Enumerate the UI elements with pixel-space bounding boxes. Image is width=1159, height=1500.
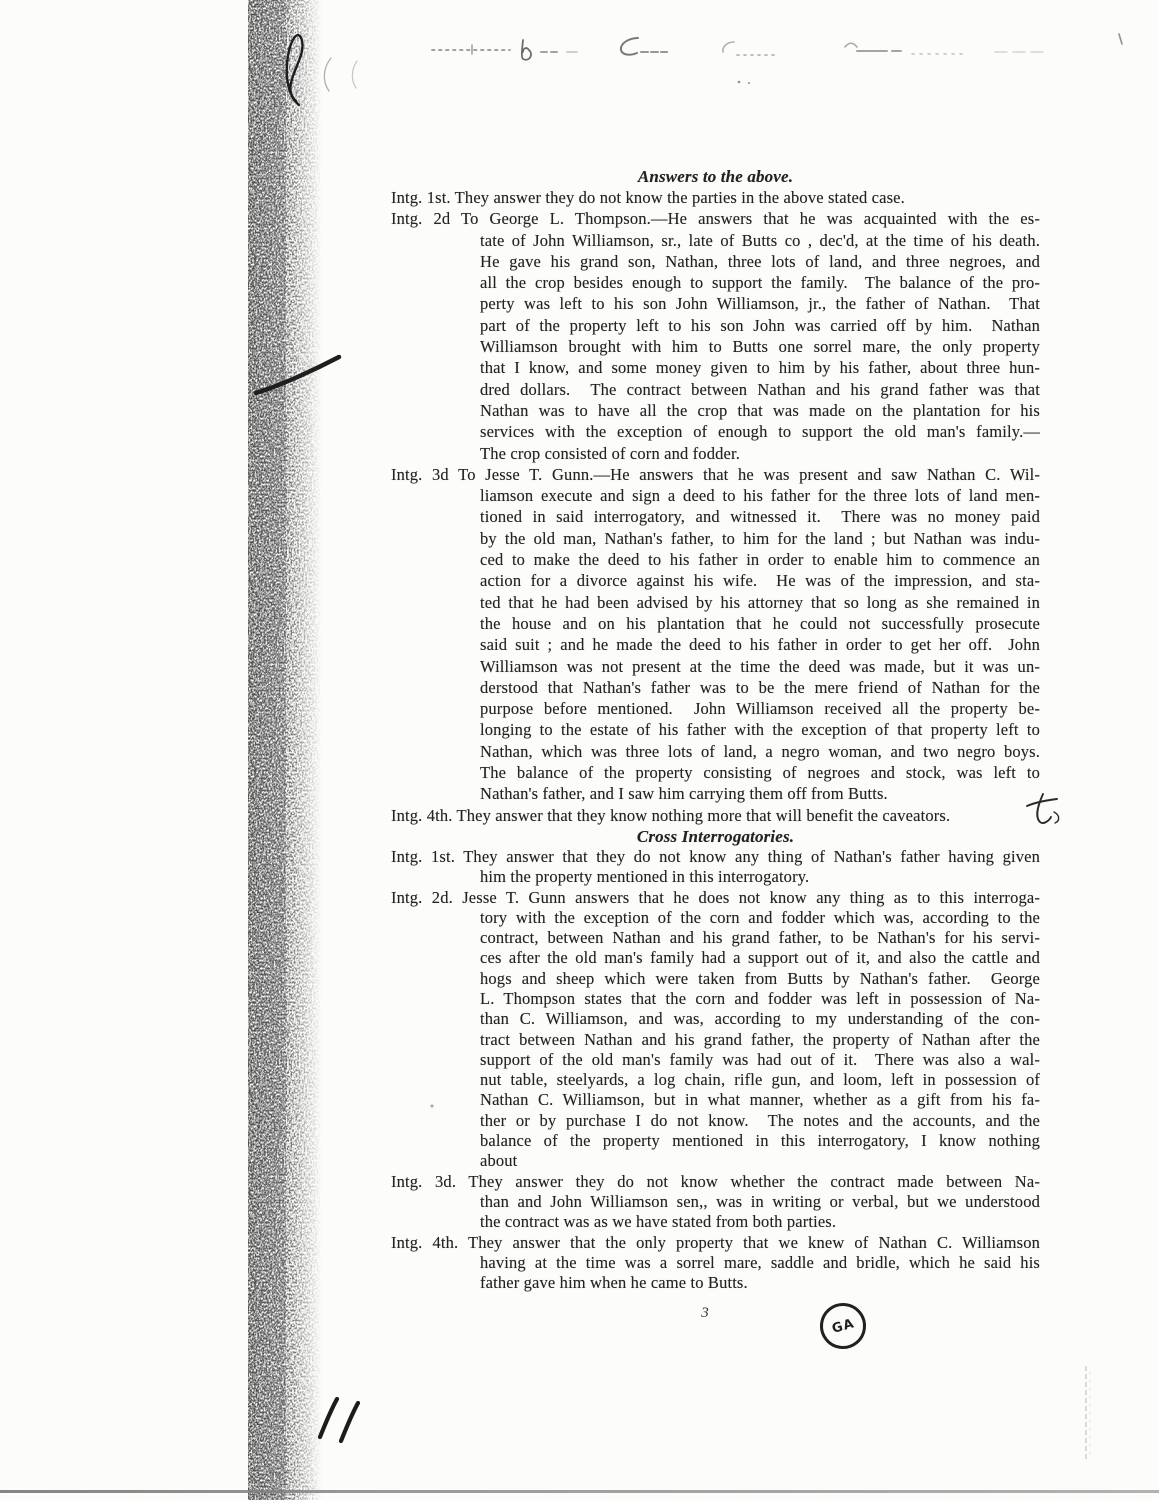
text-line: ces after the old man's family had a support out of it, and also the cattle and <box>480 948 1040 968</box>
text-line: the house and on his plantation that he could not successfully prosecute <box>480 613 1040 633</box>
text-line: Intg. 2d To George L. Thompson.—He answers that he was acquainted with the es- <box>391 209 1040 229</box>
text-line: Intg. 2d. Jesse T. Gunn answers that he does not know any thing as to this interroga- <box>391 887 1040 907</box>
text-line: ced to make the deed to his father in order to enable him to commence an <box>480 550 1040 570</box>
text-line: longing to the estate of his father with the exception of that property left to <box>480 720 1040 740</box>
text-line: ther or by purchase I do not know. The notes and the accounts, and the <box>480 1110 1040 1130</box>
text-line: He gave his grand son, Nathan, three lots of land, and three negroes, and <box>480 251 1040 271</box>
pen-squiggle-topleft <box>287 35 357 105</box>
printed-text-block <box>391 166 1040 1293</box>
text-line: balance of the property mentioned in this interrogatory, I know nothing <box>480 1131 1040 1151</box>
text-line: ted that he had been advised by his attorney that so long as she remained in <box>480 592 1040 612</box>
text-line: Nathan's father, and I saw him carrying them off from Butts. <box>480 784 888 804</box>
text-line: derstood that Nathan's father was to be the mere friend of Nathan for the <box>480 677 1040 697</box>
text-line: by the old man, Nathan's father, to him for the land ; but Nathan was indu- <box>480 528 1040 548</box>
text-line: the contract was as we have stated from both parties. <box>480 1212 837 1232</box>
text-line: Nathan C. Williamson, but in what manner, whether as a gift from his fa- <box>480 1090 1040 1110</box>
paragraph <box>391 805 1040 826</box>
text-line: tory with the exception of the corn and fodder which was, according to the <box>480 907 1040 927</box>
text-line: that I know, and some money given to him by his father, about three hun- <box>480 358 1040 378</box>
text-line: hogs and sheep which were taken from Butts by Nathan's father. George <box>480 968 1040 988</box>
text-line: than and John Williamson sen,, was in writing or verbal, but we understood <box>480 1191 1040 1211</box>
text-line: having at the time was a sorrel mare, saddle and bridle, which he said his <box>480 1252 1040 1272</box>
cross-paragraphs <box>391 847 1040 1294</box>
archive-stamp <box>818 1301 869 1352</box>
text-line: purpose before mentioned. John Williamson received all the property be- <box>480 699 1040 719</box>
handwritten-double-slash <box>320 1399 358 1441</box>
text-line: tract between Nathan and his grand father, the property of Nathan after the <box>480 1029 1040 1049</box>
text-line: liamson execute and sign a deed to his father for the three lots of land men- <box>480 486 1040 506</box>
answers-section-title: Answers to the above. <box>637 167 794 186</box>
text-line: The crop consisted of corn and fodder. <box>480 443 740 463</box>
text-line: Nathan, which was three lots of land, a negro woman, and two negro boys. <box>480 741 1040 761</box>
text-line: father gave him when he came to Butts. <box>480 1273 748 1293</box>
paragraph <box>391 208 1040 464</box>
text-line: Williamson was not present at the time the deed was made, but it was un- <box>480 656 1040 676</box>
text-line: Williamson brought with him to Butts one sorrel mare, the only property <box>480 337 1040 357</box>
text-line: L. Thompson states that the corn and fodder was left in possession of Na- <box>480 988 1040 1008</box>
text-line: Intg. 3d. They answer they do not know whether the contract made between Na- <box>391 1171 1040 1191</box>
text-line: Intg. 4th. They answer that they know nothing more that will benefit the caveators. <box>391 805 951 825</box>
text-line: nut table, steelyards, a log chain, rifle gun, and loom, left in possession of <box>480 1070 1040 1090</box>
text-line: dred dollars. The contract between Nathan and his grand father was that <box>480 379 1040 399</box>
text-line: services with the exception of enough to support the old man's family.— <box>480 422 1040 442</box>
page-number: 3 <box>701 1305 709 1321</box>
text-line: Intg. 4th. They answer that the only property that we knew of Nathan C. Williamson <box>391 1232 1040 1252</box>
scan-dotted-vertical <box>1086 1366 1090 1462</box>
text-line: support of the old man's family was had out of it. There was also a wal- <box>480 1049 1040 1069</box>
archive-stamp-text: GA <box>829 1315 856 1337</box>
text-line: said suit ; and he made the deed to his father in order to get her off. John <box>480 635 1040 655</box>
cross-section-title: Cross Interrogatories. <box>636 826 795 846</box>
text-line: part of the property left to his son John was carried off by him. Nathan <box>480 315 1040 335</box>
paragraph <box>391 187 1040 208</box>
text-line: Intg. 1st. They answer they do not know the parties in the above stated case. <box>391 188 905 207</box>
text-line: tate of John Williamson, sr., late of Butts co , dec'd, at the time of his death. <box>480 230 1040 250</box>
text-line: Intg. 3d To Jesse T. Gunn.—He answers that he was present and saw Nathan C. Wil- <box>391 464 1040 484</box>
paragraph <box>391 464 1040 805</box>
text-line: perty was left to his son John Williamson, jr., the father of Nathan. That <box>480 294 1040 314</box>
text-line: The balance of the property consisting of negroes and stock, was left to <box>480 763 1040 783</box>
scan-bottom-edge-line <box>0 1490 1159 1493</box>
text-line: all the crop besides enough to support the family. The balance of the pro- <box>480 273 1040 293</box>
text-line: contract, between Nathan and his grand father, to be Nathan's for his servi- <box>480 928 1040 948</box>
scan-edge-noise-band <box>248 0 322 1500</box>
text-line: Nathan was to have all the crop that was made on the plantation for his <box>480 400 1040 420</box>
text-line: about <box>480 1151 518 1171</box>
pen-slash-mark <box>256 357 339 393</box>
text-line: Intg. 1st. They answer that they do not know any thing of Nathan's father having given <box>391 846 1040 866</box>
text-line: action for a divorce against his wife. He was of the impression, and sta- <box>480 571 1040 591</box>
text-line: than C. Williamson, and was, according to my understanding of the con- <box>480 1009 1040 1029</box>
paragraph <box>391 847 1040 888</box>
paragraph <box>391 1172 1040 1233</box>
text-line: tioned in said interrogatory, and witnessed it. There was no money paid <box>480 507 1040 527</box>
paragraph <box>391 1233 1040 1294</box>
text-line: him the property mentioned in this interrogatory. <box>480 867 810 887</box>
paragraph <box>391 888 1040 1172</box>
answers-paragraphs <box>391 187 1040 826</box>
